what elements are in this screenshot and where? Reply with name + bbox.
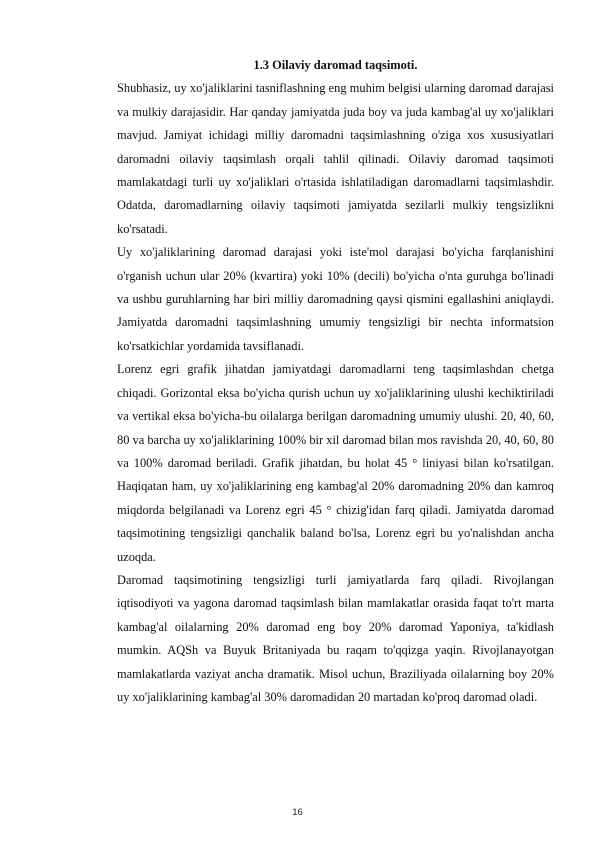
paragraph-4: Daromad taqsimotining tengsizligi turli jamiyatlarda farq qiladi. Rivojlangan iqtisodiyoti va yagona daromad taqsimlash bilan mamlakatlar orasida faqat to'rt marta kambag'al oilalarning 20% daromad eng boy 20% daromad Yaponiya, ta'kidlash mumkin. AQSh va Buyuk Britaniyada bu raqam to'qqizga yaqin. Rivojlanayotgan mamlakatlarda vaziyat ancha dramatik. Misol uchun, Braziliyada oilalarning boy 20% uy xo'jaliklarining kambag'al 30% daromadidan 20 martadan ko'proq daromad oladi. — [117, 572, 554, 704]
paragraph-1: Shubhasiz, uy xo'jaliklarini tasniflashning eng muhim belgisi ularning daromad darajasi va mulkiy darajasidir. Har qanday jamiyatda juda boy va juda kambag'al uy xo'jaliklari mavjud. Jamiyat ichidagi milliy daromadni taqsimlashning o'ziga xos xususiyatlari daromadni oilaviy taqsimlash orqali tahlil qilinadi. Oilaviy daromad taqsimoti mamlakatdagi turli uy xo'jaliklari o'rtasida ishlatiladigan daromadlarni taqsimlashdir. Odatda, daromadlarning oilaviy taqsimoti jamiyatda sezilarli mulkiy tengsizlikni ko'rsatadi. — [117, 81, 554, 236]
section-title: 1.3 Oilaviy daromad taqsimoti. — [253, 58, 418, 72]
page-number: 16 — [292, 807, 303, 818]
paragraph-3: Lorenz egri grafik jihatdan jamiyatdagi daromadlarni teng taqsimlashdan chetga chiqadi. Gorizontal eksa bo'yicha qurish uchun uy xo'jaliklarining ulushi kechiktiriladi va vertikal eksa bo'yicha-bu oilalarga berilgan daromadning umumiy ulushi. 20, 40, 60, 80 va barcha uy xo'jaliklarining 100% bir xil daromad bilan mos ravishda 20, 40, 60, 80 va 100% daromad beriladi. Grafik jihatdan, bu holat 45 ° liniyasi bilan ko'rsatilgan. Haqiqatan ham, uy xo'jaliklarining eng kambag'al 20% daromadning 20% dan kamroq miqdorda belgilanadi va Lorenz egri 45 ° chizig'idan farq qiladi. Jamiyatda daromad taqsimotining tengsizligi qanchalik baland bo'lsa, Lorenz egri bu yo'nalishdan ancha uzoqda. — [117, 362, 554, 564]
paragraph-2: Uy xo'jaliklarining daromad darajasi yoki iste'mol darajasi bo'yicha farqlanishini o'rganish uchun ular 20% (kvartira) yoki 10% (decili) bo'yicha o'nta guruhga bo'linadi va ushbu guruhlarning har biri milliy daromadning qaysi qismini egallashini aniqlaydi. Jamiyatda daromadni taqsimlashning umumiy tengsizligi bir nechta informatsion ko'rsatkichlar yordamida tavsiflanadi. — [117, 245, 554, 353]
page-content — [117, 54, 554, 709]
